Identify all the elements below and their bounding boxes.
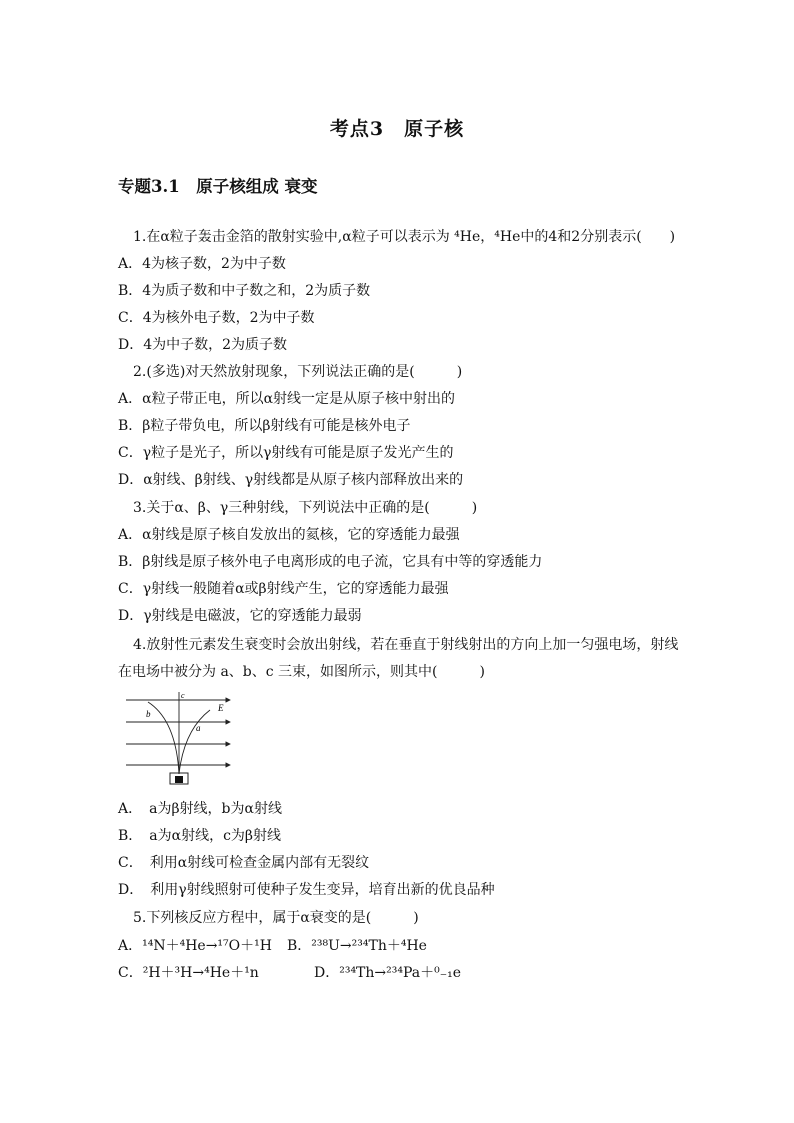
question-4-option-c: C． 利用α射线可检查金属内部有无裂纹 [118,855,370,871]
question-2-option-d: D．α射线、β射线、γ射线都是从原子核内部释放出来的 [118,472,464,488]
ray-b [148,702,179,774]
ray-a [179,710,210,774]
question-3-option-c: C．γ射线一般随着α或β射线产生，它的穿透能力最强 [118,581,449,597]
question-5-option-a: A．¹⁴N＋⁴He→¹⁷O＋¹H [118,938,272,954]
question-1-option-a: A．4为核子数，2为中子数 [118,256,286,272]
question-4-option-a: A． a为β射线，b为α射线 [118,801,282,817]
question-1-option-d: D．4为中子数，2为质子数 [118,337,288,353]
question-1-option-c: C．4为核外电子数，2为中子数 [118,310,315,326]
label-a: a [196,723,201,733]
radioactive-source [175,776,183,783]
question-4-stem-line-1: 4.放射性元素发生衰变时会放出射线，若在垂直于射线射出的方向上加一匀强电场，射线 [133,637,679,653]
question-3-stem: 3.关于α、β、γ三种射线，下列说法中正确的是( ) [133,500,478,516]
label-e-field: E [218,703,224,713]
label-c: c [181,691,185,700]
question-5-option-c: C．²H＋³H→⁴He＋¹n [118,965,259,981]
question-2-option-b: B．β粒子带负电，所以β射线有可能是核外电子 [118,418,411,434]
question-2-option-a: A．α粒子带正电，所以α射线一定是从原子核中射出的 [118,391,456,407]
electric-field-ray-diagram [118,690,238,785]
question-5-option-d: D．²³⁴Th→²³⁴Pa＋⁰₋₁e [314,965,462,981]
question-4-option-d: D． 利用γ射线照射可使种子发生变异，培育出新的优良品种 [118,882,495,898]
section-subtitle: 专题3.1 原子核组成 衰变 [118,177,318,196]
question-4-option-b: B． a为α射线，c为β射线 [118,828,282,844]
question-1-option-b: B．4为质子数和中子数之和，2为质子数 [118,283,371,299]
question-4-stem-line-2: 在电场中被分为 a、b、c 三束，如图所示，则其中( ) [118,664,485,680]
label-b: b [146,709,151,719]
question-2-option-c: C．γ粒子是光子，所以γ射线有可能是原子发光产生的 [118,445,454,461]
question-3-option-d: D．γ射线是电磁波，它的穿透能力最弱 [118,608,362,624]
question-3-option-b: B．β射线是原子核外电子电离形成的电子流，它具有中等的穿透能力 [118,554,543,570]
page-title: 考点3 原子核 [329,118,465,140]
question-2-stem: 2.(多选)对天然放射现象，下列说法正确的是( ) [133,364,463,380]
question-5-stem: 5.下列核反应方程中，属于α衰变的是( ) [133,910,419,926]
question-1-stem: 1.在α粒子轰击金箔的散射实验中,α粒子可以表示为 ⁴He，⁴He中的4和2分别表示( ) [133,229,676,245]
question-5-option-b: B．²³⁸U→²³⁴Th＋⁴He [287,938,427,954]
question-3-option-a: A．α射线是原子核自发放出的氦核，它的穿透能力最强 [118,527,460,543]
